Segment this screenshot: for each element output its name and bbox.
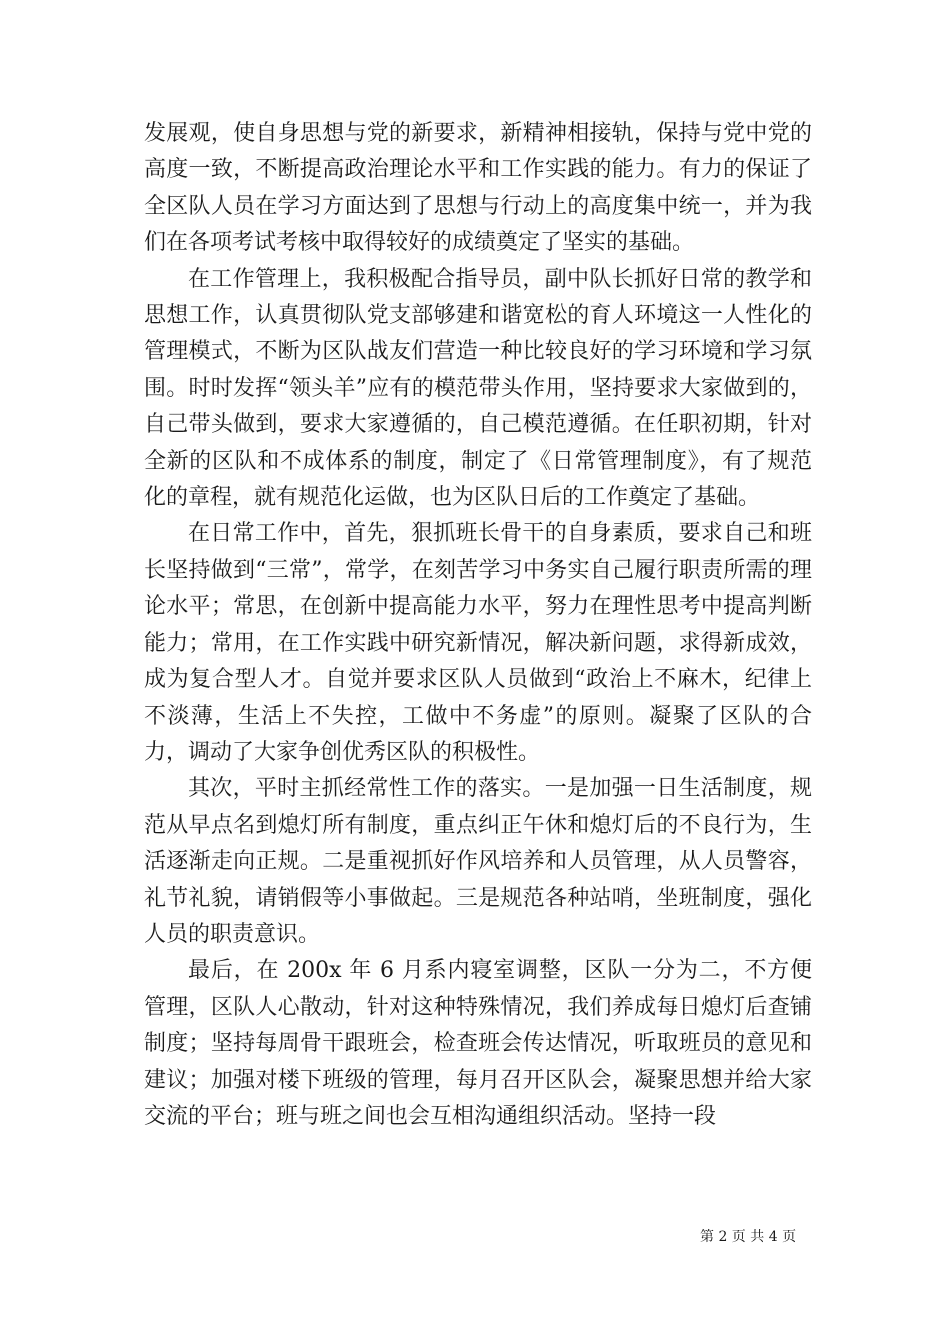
page-number-footer: 第 2 页 共 4 页	[700, 1229, 797, 1245]
paragraph-daily-work: 在日常工作中，首先，狠抓班长骨干的自身素质，要求自己和班长坚持做到“三常”，常学，在刻苦学习中务实自己履行职责所需的理论水平；常思，在创新中提高能力水平，努力在理性思考中提高判断能力；常用，在工作实践中研究新情况，解决新问题，求得新成效，成为复合型人才。自觉并要求区队人员做到“政治上不麻木，纪律上不淡薄，生活上不失控，工做中不务虚”的原则。凝聚了区队的合力，调动了大家争创优秀区队的积极性。	[144, 521, 812, 765]
paragraph-finally: 最后，在 200x 年 6 月系内寝室调整，区队一分为二，不方便管理，区队人心散动，针对这种特殊情况，我们养成每日熄灯后查铺制度；坚持每周骨干跟班会，检查班会传达情况，听取班员的意见和建议；加强对楼下班级的管理，每月召开区队会，凝聚思想并给大家交流的平台；班与班之间也会互相沟通组织活动。坚持一段	[144, 958, 812, 1129]
document-body	[144, 116, 812, 1135]
paragraph-work-management: 在工作管理上，我积极配合指导员，副中队长抓好日常的教学和思想工作，认真贯彻队党支部够建和谐宽松的育人环境这一人性化的管理模式，不断为区队战友们营造一种比较良好的学习环境和学习氛围。时时发挥“领头羊”应有的模范带头作用，坚持要求大家做到的，自己带头做到，要求大家遵循的，自己模范遵循。在任职初期，针对全新的区队和不成体系的制度，制定了《日常管理制度》，有了规范化的章程，就有规范化运做，也为区队日后的工作奠定了基础。	[144, 266, 812, 511]
paragraph-routine-work: 其次，平时主抓经常性工作的落实。一是加强一日生活制度，规范从早点名到熄灯所有制度，重点纠正午休和熄灯后的不良行为，生活逐渐走向正规。二是重视抓好作风培养和人员管理，从人员警容，礼节礼貌，请销假等小事做起。三是规范各种站哨，坐班制度，强化人员的职责意识。	[144, 776, 812, 947]
paragraph-continuation: 发展观，使自身思想与党的新要求，新精神相接轨，保持与党中党的高度一致，不断提高政治理论水平和工作实践的能力。有力的保证了全区队人员在学习方面达到了思想与行动上的高度集中统一，并为我们在各项考试考核中取得较好的成绩奠定了坚实的基础。	[144, 121, 812, 256]
